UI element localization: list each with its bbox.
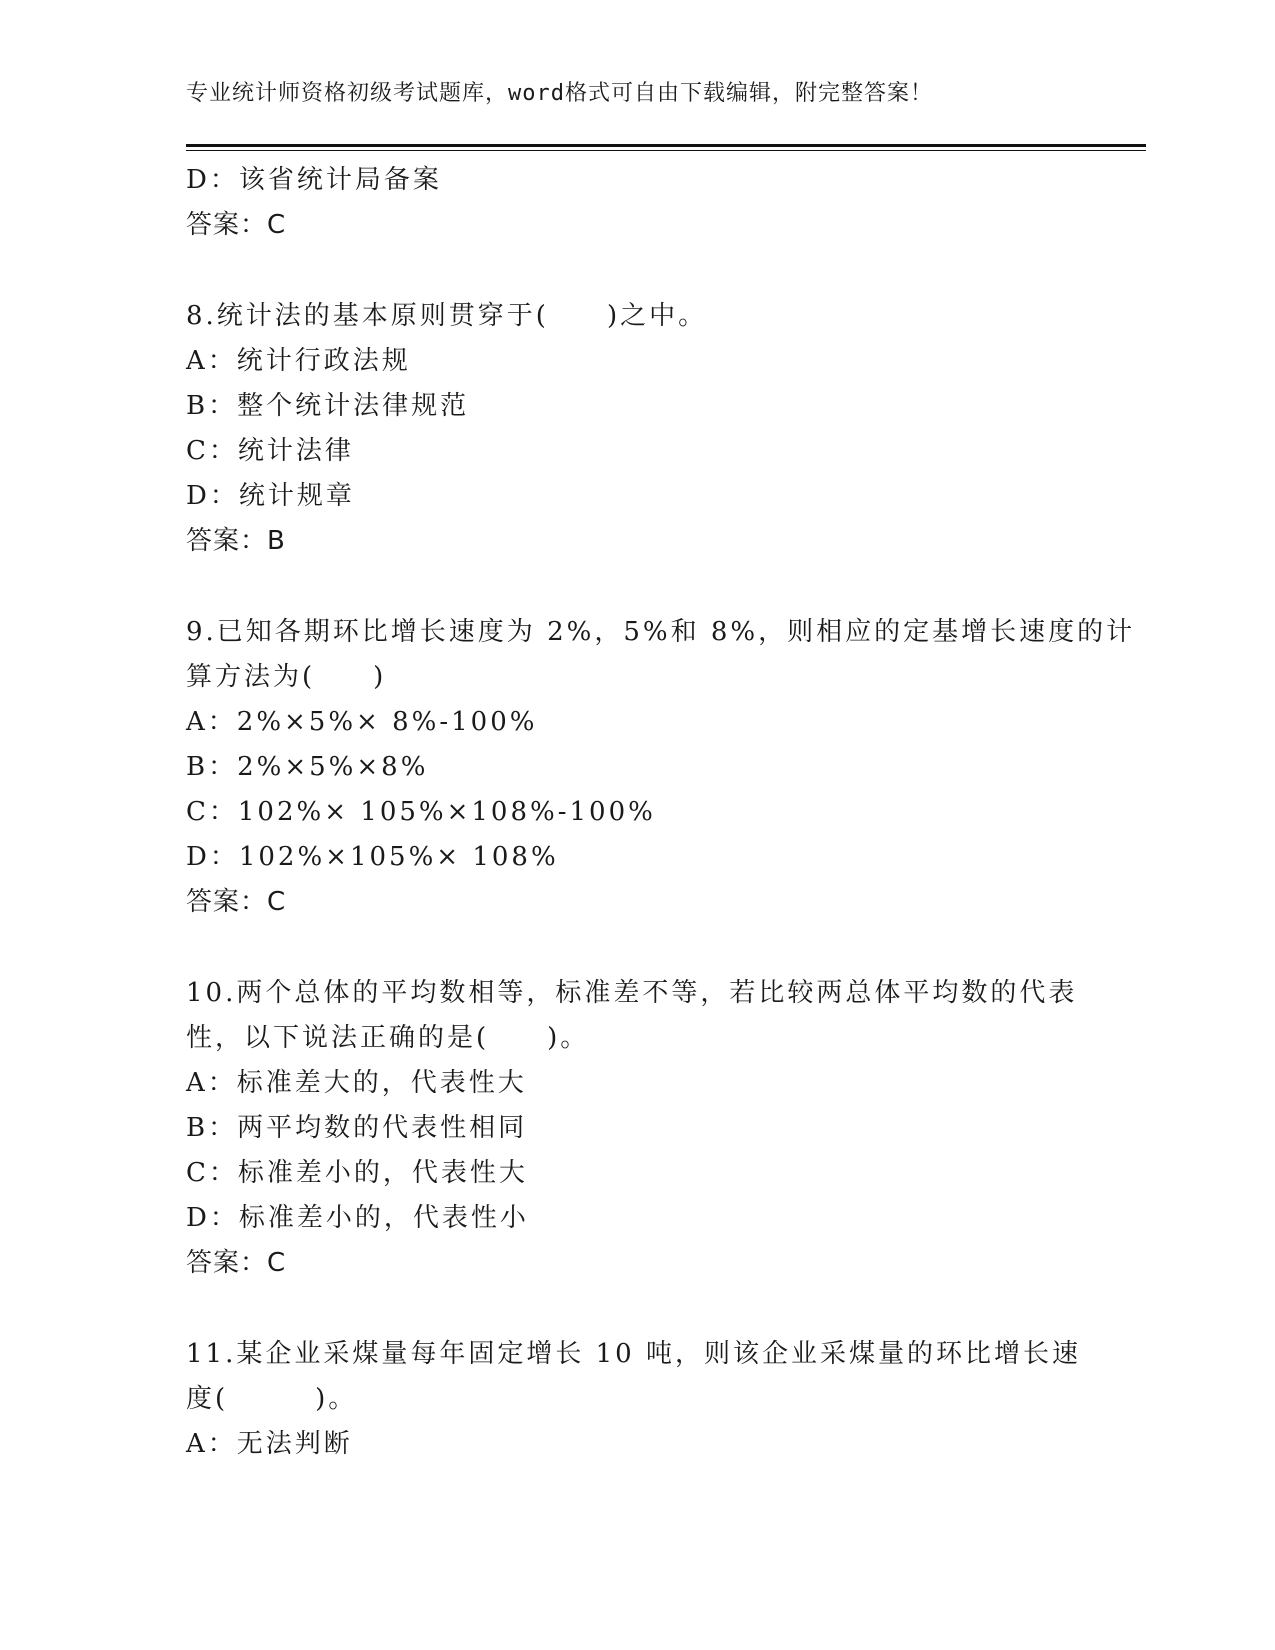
answer-line: 答案：B — [186, 526, 286, 556]
option-a: A：统计行政法规 — [186, 346, 411, 376]
option-a: A：标准差大的，代表性大 — [186, 1068, 527, 1098]
option-d: D：该省统计局备案 — [186, 165, 442, 195]
question-stem-continued: 性，以下说法正确的是( )。 — [186, 1023, 590, 1053]
question-stem: 9.已知各期环比增长速度为 2%，5%和 8%，则相应的定基增长速度的计 — [186, 617, 1136, 647]
page-header: 专业统计师资格初级考试题库，word格式可自由下载编辑，附完整答案！ — [186, 81, 933, 106]
answer-line: 答案：C — [186, 887, 287, 917]
question-stem: 8.统计法的基本原则贯穿于( )之中。 — [186, 301, 708, 331]
question-stem: 10.两个总体的平均数相等，标准差不等，若比较两总体平均数的代表 — [186, 978, 1078, 1008]
option-d: D：统计规章 — [186, 481, 355, 511]
question-11 — [186, 1332, 1086, 1467]
option-d: D：标准差小的，代表性小 — [186, 1203, 529, 1233]
option-c: C：标准差小的，代表性大 — [186, 1158, 528, 1188]
question-9 — [186, 610, 1136, 925]
option-a: A：无法判断 — [186, 1429, 353, 1459]
option-c: C：统计法律 — [186, 436, 354, 466]
option-a: A：2%×5%× 8%-100% — [186, 707, 538, 737]
question-stem-continued: 算方法为( ) — [186, 662, 387, 692]
header-rule-thick — [186, 144, 1146, 147]
option-b: B：2%×5%×8% — [186, 752, 429, 782]
question-8 — [186, 294, 1086, 564]
option-b: B：整个统计法律规范 — [186, 391, 470, 421]
question-stem-continued: 度( )。 — [186, 1384, 358, 1414]
answer-line: 答案：C — [186, 1248, 287, 1278]
option-c: C：102%× 105%×108%-100% — [186, 797, 656, 827]
answer-line: 答案：C — [186, 210, 287, 240]
option-b: B：两平均数的代表性相同 — [186, 1113, 528, 1143]
header-rule-thin — [186, 150, 1146, 151]
question-10 — [186, 971, 1086, 1286]
question-stem: 11.某企业采煤量每年固定增长 10 吨，则该企业采煤量的环比增长速 — [186, 1339, 1081, 1369]
document-body — [186, 158, 1136, 1467]
option-d: D：102%×105%× 108% — [186, 842, 559, 872]
